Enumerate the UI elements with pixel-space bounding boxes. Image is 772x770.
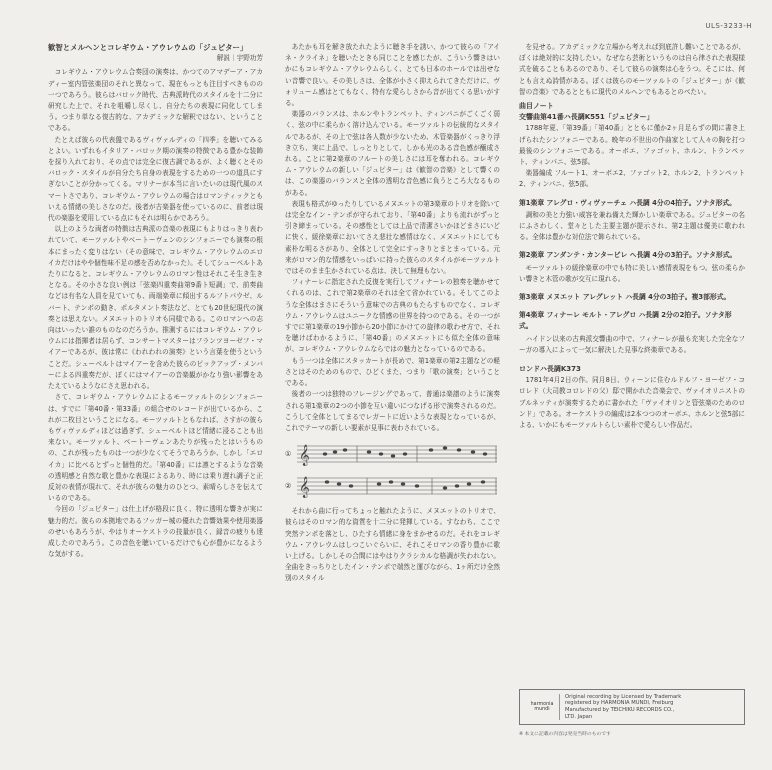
paragraph: それから曲に行ってちょっと触れたように、メヌエットのトリオで、彼らはそのロマン的な資質を十二分に発揮している。すなわち、ここで突然テンポを落とし、ひたすら情緒に身をまかせるのだ。それをコレギウム・アウレウムはしつこいぐらいに、それこそロマンの香り豊かに歌い上げる。しかしその合間にはやはりクラシカルな格調が失われない。全曲をきっちりとしたイン・テンポで端然と運びながら、1ヶ所だけ全然別のスタイル	[285, 507, 500, 583]
credit-text	[565, 694, 681, 720]
paragraph: 以上のような両者の特徴は古典派の音楽の表現にもよりはっきり表われていて、モーツァルトやベートーヴェンのシンフォニーでも演奏の根本にまったく変りはない（その意味で、コレギウム・アウレウムのエロイカだけはやや個性味不足の感を否めなかった）。そしてシューベルトあたりになると、コレギウム・アウレウムのロマン性はそれこそ生き生きとなる。その小さな良い例は「弦楽四重奏曲第9番ト短調」で、前奏曲などは有名な人員を見ていても、両端楽章に傾出するルフトパウゼ、ルバート、テンポの動き、ポルタメント奏法など、とても20世紀現代の演奏とは思えない。メヌエットのトリオも同様である。このロマンへの志向はいったい誰のものなのだろうか。推測するにはコレギウム・アウレウムには指揮者は居らず、コンサートマスターはフランツヨーゼフ・マイアーであるが、彼は常に《われわれの演奏》という言葉を使うということだ。シューベルトはマイアーを含めた彼らのピックアップ・メンバーによる四重奏だが、ぼくにはマイアーの音楽観がかなり強い影響をあたえているようなにさえ思われる。	[48, 225, 263, 391]
paragraph: あたかも耳を解き放たれたように聴き手を誘い、かつて彼らの「アイネ・クライネ」を聴いたときも同じことを感じたが、こういう響きはいかにもコレギウム・アウレウムらしく、とても日本のホールでは出せない音響で良い。その美しさは、全体が小さく抑えられてきただけに、ヴォリューム感はとてもなく、特有な愛らしさから音が出てくる思いがする。	[285, 43, 500, 108]
music-score-examples	[285, 442, 500, 498]
musical-staff	[297, 474, 497, 498]
paragraph: もう一つは全体にスタッカートが長めで、第1楽章の第2主題などの軽さとはそのためのもので、ひどくまた、つまり「歌の演奏」ということである。	[285, 356, 500, 388]
paragraph: ハイドン以来の古典派交響曲の中で、フィナーレが最も充実した完全なフーガの導入によって一気に解決した見事な終楽章である。	[519, 334, 745, 354]
movement-heading: 第1楽章 アレグロ・ヴィヴァーチェ ハ長調 4分の4拍子。ソナタ形式。	[519, 198, 736, 207]
footnote: ※ 本文に記載の内容は発売当時のものです	[519, 732, 611, 737]
circled-number-2: ②	[285, 481, 292, 490]
paragraph: 楽器のバランスは、ホルンやトランペット、ティンパニがごくごく弱く、弦の中に柔らかく溶け込んでいる。モーツァルトの伝統的なスタイルであるが、その上で弦は各人数が少ないため、木管楽器がくっきり浮き立ち、実に上品で、しっとりとして、しかも光のある音色感が醸成される。ことに第2楽章のフルートの美しさには耳を奪われる。コレギウム・アウレウムの新しい「ジュピター」は《歓智の音楽》として響くのは、この楽器のバランスと全体の透明な音色感に負うところ大なるものがある。	[285, 110, 500, 197]
paragraph: フィナーレに指定された反復を実行してフィナーレの独奏を聴かせてくれるのは、これで第2楽章のそれは全て省かれている。そしてこのような全体はまさにそういう意味での古典のもたらすものでなく、コレギウム・アウレウムはユニークな情感の世界を持つのである。その一つがすでに第1楽章の19小節から20小節にかけての旋律の歌わせ方で、それを聴けばわかるように、「第40番」のメヌエットにも似た全体の意味が、コレギウム・アウレウムならではの魅力となっているのである。	[285, 278, 500, 354]
paragraph: を見せる。アカデミックな立場から考えれば到底許し難いことであるが、ぼくは絶対的に支持したい。なぜなら芸術というものは自ら律された表現様式を破ることもあるのであり、そして彼らの演奏は心をうつ。そこには、何とも言えぬ詩情がある。ぼくは彼らのモーツァルトの「ジュピター」が《歓智の音楽》であるとともに現代のメルヘンでもあるとのべたい。	[519, 43, 745, 96]
score-example-1	[285, 442, 500, 466]
paragraph: モーツァルトの緩徐楽章の中でも特に美しい感情表現をもつ。弦の柔らかい響きと木管の歌が交互に現れる。	[519, 263, 745, 283]
svg-text:𝄞: 𝄞	[299, 445, 310, 467]
paragraph: 楽器編成 フルート1、オーボエ2、ファゴット2、ホルン2、トランペット2、ティンパニ、弦5部。	[519, 169, 745, 189]
paragraph: 1781年4月2日の作。同月8日、ウィーンに住むルドルフ・ヨーゼフ・コロレド（大司教コロレドの父）邸で開かれた音楽会で、ヴァイオリニストのブルネッティが演奏するために書かれた「ヴァイオリンと管弦楽のためのロンド」である。オーケストラの編成は2本つつのオーボエ、ホルンと弦5部による、いかにもモーツァルトらしい素朴で愛らしい作品だ。	[519, 376, 745, 430]
paragraph: さて、コレギウム・アウレウムによるモーツァルトのシンフォニーは、すでに「第40番・第33番」の組合せのレコードが出ているから、これが二枚目ということになる。モーツァルトともなれば、さすがの彼らもヴィヴァルディほどは過ぎず、シューベルトほど情緒に浸ることも出来ない。モーツァルト、ベートーヴェンあたりが残ったとはいうものの、これが残ったものは一つが少なくてそうであろうか、しかし「エロイカ」に比べるとずっと個性的だ。「第40番」には凛とするような音楽の透明感と自然な歌と豊かな表現によるあり、時には乗り遅れ調子と正反対の表情が現れて、それが彼らの魅力のひとつ、素晴らしさを伝えているのである。	[48, 393, 263, 503]
paragraph: 表現も格式がゆったりしているメヌエットの第3楽章のトリオを除いては完全なイン・テンポが守られており、「第40番」よりも流れがずっと引き締まっている。その感性としては上品で清潔さいかほどまさにいどに快く、緩徐楽章においてさえ悲壮な感情はなく、メヌエットにしても素朴な明るさがあり、全体として完全にすっきりとまとまっている。元来がロマン的な情感をいっぱいに持った彼らのスタイルがモーツァルトではそのまま生かされている点は、決して無理もない。	[285, 199, 500, 276]
essay-title: 歓智とメルヘンとコレギウム・アウレウムの「ジュピター」	[48, 43, 248, 52]
logo-text: harmonia	[530, 701, 554, 707]
movement-heading: 第4楽章 フィナーレ モルト・アレグロ ハ長調 2分の2拍子。ソナタ形式。	[519, 311, 732, 331]
work-heading: ロンドハ長調K373	[519, 365, 581, 374]
credit-line: Manufactured by TEICHIKU RECORDS CO.,	[565, 707, 675, 713]
column-right	[519, 42, 745, 431]
svg-text:𝄞: 𝄞	[299, 477, 310, 499]
paragraph: 1788年夏、「第39番」「第40番」とともに僅か2ヶ月足らずの間に書き上げられたシンフォニーである。晩年の不世出の作曲家として人々の胸を打つ最後のシンフォニーである。オーボエ、ファゴット、ホルン、トランペット、ティンパニ、弦5部。	[519, 124, 745, 167]
paragraph: たとえば彼らの代表盤であるヴィヴァルディの「四季」を聴いてみるとよい。いずれもイタリア・バロック期の演奏の特徴である豊かな装飾を採り入れており、その点では完全に復古調であるが、よく聴くとそのバロック・スタイルが自分たち自身の表現をするための一つの道具にすぎないことが分かってくる。マリナーが本当に言いたいのは現代風のスマートさであり、コレギウム・アウレウムの場合はロマンティックともいえる情緒の美しさなのだ。後者が古楽器を使っているのに、前者は現代の楽器を愛用している点にもそれは明らかであろう。	[48, 135, 263, 223]
notes-heading: 曲目ノート	[519, 102, 554, 111]
circled-number-1: ①	[285, 449, 292, 458]
credit-line: Original recording by Licensed by Trademark	[565, 693, 682, 700]
catalog-number: ULS-3233-H	[705, 22, 752, 30]
credit-line: LTD. Japan	[565, 713, 593, 720]
paragraph: コレギウム・アウレウム合奏団の演奏は、かつてのアマデーア・アカディー室内管弦楽団のそれと異なって、現在もっとも注目すべきものの一つであろう。彼らはバロック時代、古典派時代のスタイルを十二分に研究した上で、それを咀嚼し尽くし、自分たちの表現に同化してしまう。つまり単なる復古的な、アカデミックな解釈ではない、ということである。	[48, 68, 263, 133]
paragraph: 調和の美と力強い威容を兼ね備えた輝かしい楽章である。ジュピターの名にふさわしく、堂々とした主要主題が提示され、第2主題は優美に歌われる。全体は豊かな対位法で飾られている。	[519, 210, 745, 242]
credit-line: registered by HARMONIA MUNDI, Freiburg	[565, 700, 674, 707]
movement-heading: 第2楽章 アンダンテ・カンタービレ ヘ長調 4分の3拍子。ソナタ形式。	[519, 251, 737, 260]
musical-staff	[297, 442, 497, 466]
spacer	[519, 356, 745, 364]
logo-text: mundi	[534, 707, 550, 712]
movement-heading: 第3楽章 メヌエット アレグレット ハ長調 4分の3拍子。複3部形式。	[519, 293, 731, 302]
work-heading: 交響曲第41番ハ長調K551「ジュピター」	[519, 113, 654, 122]
paragraph: 後者の一つは独特のフレージングであって、普通は楽譜のように演奏される第1楽章の2つの小節を互い違いにつなげる形で演奏されるのだ。こうして全体としてまるでレガートに近いような表現となっているが、これでテーマの新しい要素が見事に表わされている。	[285, 390, 500, 432]
label-credit-box	[519, 689, 745, 725]
essay-author: 解説｜宇野功芳	[216, 54, 263, 63]
column-middle	[285, 42, 500, 585]
harmonia-mundi-logo	[525, 694, 560, 720]
score-example-2	[285, 474, 500, 498]
paragraph: 今回の「ジュピター」は仕上げが格段に良く、特に透明な響きが実に魅力的だ。彼らの本拠地であるフッガー城の優れた音響効果や使用楽器のせいもあろうが、やはりオーケストラの技量が良く、録音の疲りも達成したのであろう。この音色を聴いているだけでも心が豊かになるような気がする。	[48, 505, 263, 559]
column-left	[48, 42, 263, 560]
